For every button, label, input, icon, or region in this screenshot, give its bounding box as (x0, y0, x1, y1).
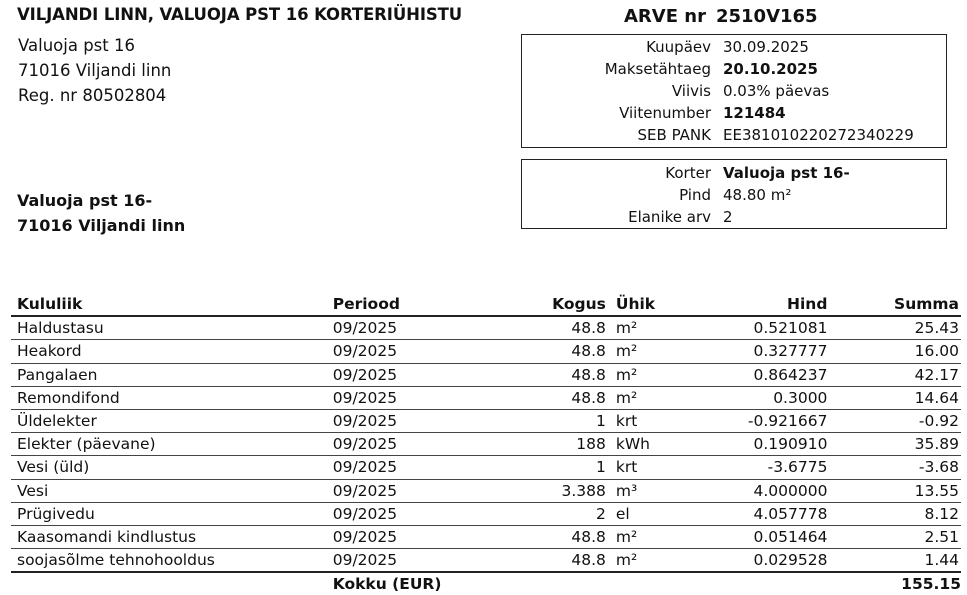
sum-cell: 42.17 (827, 363, 961, 386)
invoice-title (624, 6, 818, 27)
table-row (11, 502, 961, 525)
sum-cell: 25.43 (827, 316, 961, 340)
period-cell: 09/2025 (327, 409, 487, 432)
price-cell: 0.327777 (678, 340, 827, 363)
cost-type-cell: Vesi (üld) (11, 456, 327, 479)
quantity-cell: 2 (486, 502, 610, 525)
payment-details-box (521, 34, 947, 148)
unit-cell: el (610, 502, 678, 525)
invoice-number: 2510V165 (715, 6, 818, 27)
col-header-hind: Hind (678, 293, 827, 316)
table-row (11, 386, 961, 409)
sender-street: Valuoja pst 16 (18, 36, 135, 55)
cost-type-cell: Elekter (päevane) (11, 433, 327, 456)
period-cell: 09/2025 (327, 502, 487, 525)
col-header-summa: Summa (827, 293, 961, 316)
table-row (11, 316, 961, 340)
payment-row (522, 124, 946, 146)
recipient-city: 71016 Viljandi linn (17, 216, 186, 235)
price-cell: 0.190910 (678, 433, 827, 456)
apartment-label: Elanike arv (628, 208, 711, 226)
price-cell: 4.057778 (678, 502, 827, 525)
period-cell: 09/2025 (327, 316, 487, 340)
period-cell: 09/2025 (327, 386, 487, 409)
payment-label: SEB PANK (637, 126, 711, 144)
price-cell: -3.6775 (678, 456, 827, 479)
col-header-kululiik: Kululiik (11, 293, 327, 316)
sum-cell: -0.92 (827, 409, 961, 432)
sum-cell: 8.12 (827, 502, 961, 525)
unit-cell: m² (610, 386, 678, 409)
unit-cell: krt (610, 409, 678, 432)
cost-type-cell: Üldelekter (11, 409, 327, 432)
table-row (11, 479, 961, 502)
quantity-cell: 48.8 (486, 363, 610, 386)
cost-type-cell: Vesi (11, 479, 327, 502)
payment-row (522, 36, 946, 58)
recipient-address (17, 188, 185, 238)
col-header-kogus: Kogus (486, 293, 610, 316)
quantity-cell: 1 (486, 409, 610, 432)
sum-cell: 2.51 (827, 525, 961, 548)
apartment-value: 2 (723, 208, 733, 226)
sum-cell: 1.44 (827, 549, 961, 573)
quantity-cell: 3.388 (486, 479, 610, 502)
recipient-street: Valuoja pst 16- (17, 191, 153, 210)
table-row (11, 456, 961, 479)
sender-reg-number: Reg. nr 80502804 (18, 86, 167, 105)
quantity-cell: 48.8 (486, 525, 610, 548)
period-cell: 09/2025 (327, 525, 487, 548)
cost-type-cell: Haldustasu (11, 316, 327, 340)
cost-type-cell: Pangalaen (11, 363, 327, 386)
price-cell: 0.029528 (678, 549, 827, 573)
apartment-row (522, 206, 946, 228)
table-row (11, 340, 961, 363)
sum-cell: 16.00 (827, 340, 961, 363)
cost-type-cell: Heakord (11, 340, 327, 363)
period-cell: 09/2025 (327, 433, 487, 456)
table-row (11, 433, 961, 456)
period-cell: 09/2025 (327, 363, 487, 386)
payment-row (522, 80, 946, 102)
cost-type-cell: Remondifond (11, 386, 327, 409)
payment-label: Viivis (671, 82, 711, 100)
quantity-cell: 48.8 (486, 316, 610, 340)
payment-row (522, 102, 946, 124)
total-spacer (610, 572, 678, 595)
total-label: Kokku (EUR) (327, 572, 610, 595)
period-cell: 09/2025 (327, 549, 487, 573)
apartment-value: 48.80 m² (723, 186, 792, 204)
table-row (11, 363, 961, 386)
sender-city: 71016 Viljandi linn (18, 61, 172, 80)
unit-cell: m² (610, 549, 678, 573)
payment-value: 20.10.2025 (723, 60, 818, 78)
cost-table (11, 293, 961, 595)
cost-type-cell: Prügivedu (11, 502, 327, 525)
sum-cell: -3.68 (827, 456, 961, 479)
period-cell: 09/2025 (327, 479, 487, 502)
total-spacer (11, 572, 327, 595)
quantity-cell: 188 (486, 433, 610, 456)
payment-value: EE381010220272340229 (723, 126, 914, 144)
col-header-periood: Periood (327, 293, 487, 316)
period-cell: 09/2025 (327, 340, 487, 363)
sender-address (18, 33, 171, 108)
quantity-cell: 1 (486, 456, 610, 479)
sender-name: VILJANDI LINN, VALUOJA PST 16 KORTERIÜHISTU (17, 5, 463, 24)
unit-cell: m³ (610, 479, 678, 502)
price-cell: -0.921667 (678, 409, 827, 432)
price-cell: 0.3000 (678, 386, 827, 409)
apartment-details-box (521, 159, 947, 229)
table-header-row (11, 293, 961, 316)
payment-label: Kuupäev (646, 38, 711, 56)
price-cell: 0.864237 (678, 363, 827, 386)
total-row (11, 572, 961, 595)
quantity-cell: 48.8 (486, 386, 610, 409)
total-value: 155.15 (827, 572, 961, 595)
quantity-cell: 48.8 (486, 549, 610, 573)
unit-cell: m² (610, 363, 678, 386)
sum-cell: 14.64 (827, 386, 961, 409)
price-cell: 0.521081 (678, 316, 827, 340)
total-spacer (678, 572, 827, 595)
payment-label: Maksetähtaeg (604, 60, 711, 78)
unit-cell: krt (610, 456, 678, 479)
payment-value: 0.03% päevas (723, 82, 830, 100)
table-row (11, 409, 961, 432)
table-row (11, 525, 961, 548)
period-cell: 09/2025 (327, 456, 487, 479)
unit-cell: m² (610, 525, 678, 548)
payment-row (522, 58, 946, 80)
apartment-row (522, 162, 946, 184)
unit-cell: kWh (610, 433, 678, 456)
sum-cell: 35.89 (827, 433, 961, 456)
payment-label: Viitenumber (619, 104, 711, 122)
apartment-row (522, 184, 946, 206)
payment-value: 121484 (723, 104, 786, 122)
unit-cell: m² (610, 316, 678, 340)
apartment-label: Pind (679, 186, 711, 204)
cost-type-cell: Kaasomandi kindlustus (11, 525, 327, 548)
sum-cell: 13.55 (827, 479, 961, 502)
apartment-label: Korter (665, 164, 711, 182)
quantity-cell: 48.8 (486, 340, 610, 363)
invoice-label: ARVE nr (624, 6, 706, 27)
apartment-value: Valuoja pst 16- (723, 164, 850, 182)
unit-cell: m² (610, 340, 678, 363)
price-cell: 0.051464 (678, 525, 827, 548)
cost-type-cell: soojasõlme tehnohooldus (11, 549, 327, 573)
col-header-uhik: Ühik (610, 293, 678, 316)
price-cell: 4.000000 (678, 479, 827, 502)
payment-value: 30.09.2025 (723, 38, 809, 56)
table-row (11, 549, 961, 573)
